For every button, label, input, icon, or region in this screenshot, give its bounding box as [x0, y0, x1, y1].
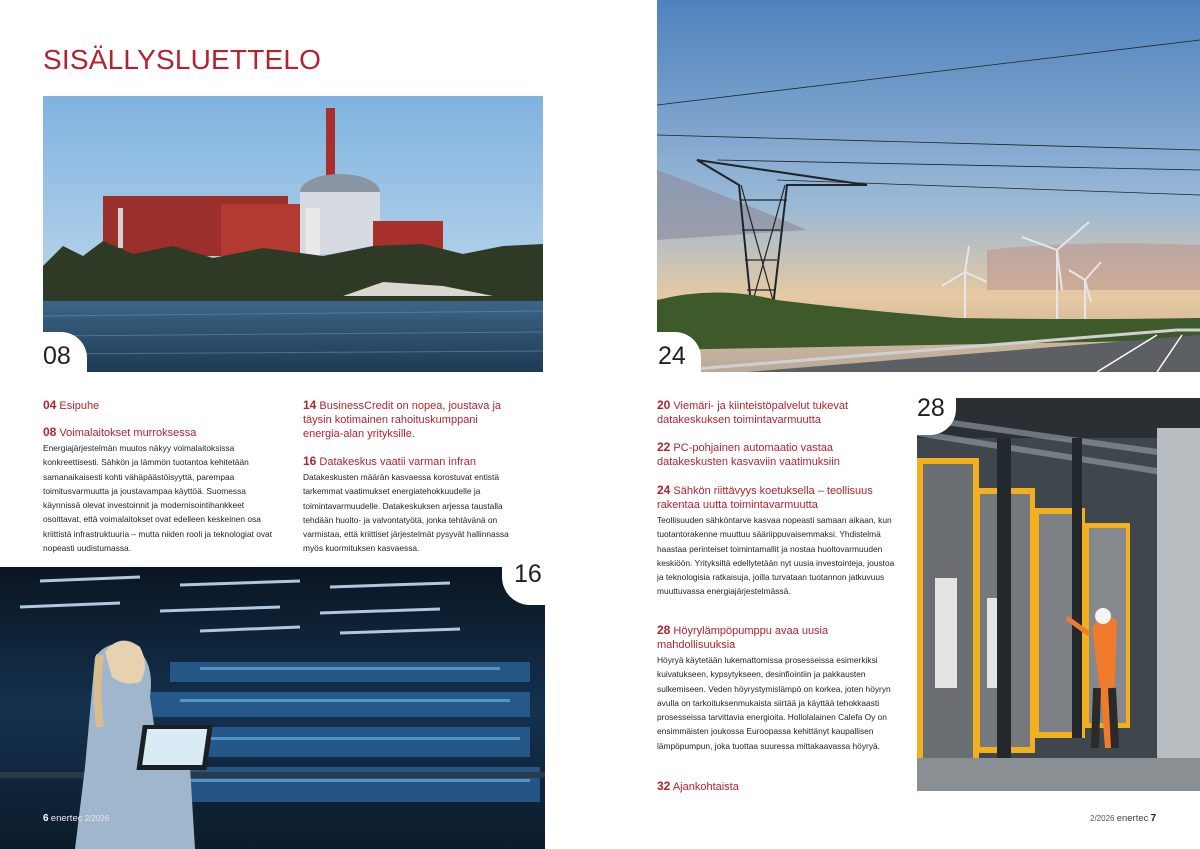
folio-right	[1090, 813, 1156, 824]
toc-entry-heading	[43, 398, 281, 413]
toc-entry-heading	[657, 623, 897, 652]
toc-entry-heading	[303, 454, 523, 469]
page-title: SISÄLLYSLUETTELO	[43, 44, 322, 75]
toc-entry-summary: Höyryä käytetään lukemattomissa prosesseissa esimerkiksi kuivatukseen, kypsytykseen, desinfiointiin ja pakkausten sulkemiseen. Veden höyrystymislämpö on korkea, joten höyryn avulla on tarkoituksenmukaista siirtää ja käyttää tehokkaasti prosesseissa tarvittavia energioita. Hollolalainen Calefa Oy on ensimmäisten joukossa Euroopassa kehittänyt kaupallisen lämpöpumpun, joka tuottaa suuressa mittakaavassa höyryä.	[657, 655, 891, 751]
toc-entry-summary: Teollisuuden sähköntarve kasvaa nopeasti samaan aikaan, kun tuotantorakenne muuttuu sääriippuvaisemmaksi. Yhdistelmä haastaa perinteiset toimintamallit ja nostaa huoltovarmuuden keskiöön. Yrityksiltä edellytetään nyt uusia investointeja, joustoa ja teknologisia ratkaisuja, joilla turvataan tuotannon jatkuvuus muuttuvassa energiajärjestelmässä.	[657, 515, 895, 597]
photo-page-badge-28: 28	[912, 393, 956, 435]
toc-entry-title: BusinessCredit on nopea, joustava ja täysin kotimainen rahoituskumppani energia-alan yrityksille.	[303, 400, 502, 440]
toc-entry-20[interactable]	[657, 398, 872, 427]
toc-entry-08[interactable]	[43, 425, 281, 555]
toc-entry-title: Datakeskus vaatii varman infran	[319, 456, 476, 468]
toc-entry-heading	[657, 483, 897, 512]
toc-entry-heading	[657, 398, 872, 427]
heat-pump-photo	[917, 398, 1200, 791]
toc-page-number: 04	[43, 398, 57, 412]
toc-entry-heading	[657, 440, 897, 469]
toc-entry-heading	[657, 779, 897, 794]
toc-entry-title: Sähkön riittävyys koetuksella – teollisuus rakentaa uutta toimintavarmuutta	[657, 485, 873, 511]
toc-entry-22[interactable]	[657, 440, 897, 469]
folio-brand: enertec	[50, 813, 83, 824]
toc-page-number: 32	[657, 779, 671, 793]
folio-issue: 2/2026	[1090, 814, 1115, 823]
toc-entry-28[interactable]	[657, 623, 897, 753]
toc-entry-title: Esipuhe	[59, 400, 100, 412]
toc-page-number: 08	[43, 425, 57, 439]
toc-entry-title: Ajankohtaista	[672, 781, 739, 793]
toc-page-number: 28	[657, 623, 671, 637]
toc-entry-16[interactable]	[303, 454, 523, 556]
toc-entry-32[interactable]	[657, 779, 897, 794]
toc-entry-14[interactable]	[303, 398, 513, 441]
toc-page-number: 16	[303, 454, 317, 468]
toc-page-number: 14	[303, 398, 317, 412]
power-pylon-photo	[657, 0, 1200, 372]
toc-entry-title: PC-pohjainen automaatio vastaa datakeskusten kasvaviin vaatimuksiin	[657, 442, 840, 468]
toc-entry-heading	[303, 398, 513, 441]
toc-entry-heading	[43, 425, 281, 440]
toc-entry-title: Höyrylämpöpumppu avaa uusia mahdollisuuksia	[657, 625, 829, 651]
folio-page-number: 7	[1150, 813, 1157, 824]
toc-page-number: 22	[657, 440, 671, 454]
photo-page-badge-16: 16	[502, 555, 547, 605]
photo-page-badge-08: 08	[43, 332, 87, 372]
toc-entry-title: Viemäri- ja kiinteistöpalvelut tukevat datakeskuksen toimintavarmuutta	[657, 400, 849, 426]
folio-left	[43, 813, 109, 824]
nuclear-plant-photo	[43, 96, 543, 372]
folio-page-number: 6	[43, 813, 49, 824]
toc-entry-24[interactable]	[657, 483, 897, 599]
folio-issue: 2/2026	[84, 814, 110, 823]
photo-page-badge-24: 24	[657, 332, 701, 372]
toc-entry-summary: Energiajärjestelmän muutos näkyy voimalaitoksissa konkreettisesti. Sähkön ja lämmön tuotantoa kehitetään samanaikaisesti kohti vähäpäästöisyyttä, parempaa toimitusvarmuutta ja joustavampaa käyttöä. Suomessa käynnissä olevat investoinnit ja modernisointihankkeet osoittavat, että voimalaitokset ovat edelleen keskeinen osa kriittistä infrastruktuuria – mutta niiden rooli ja teknologiat ovat nopeasti uudistumassa.	[43, 443, 273, 554]
folio-brand: enertec	[1116, 813, 1149, 824]
toc-entry-summary: Datakeskusten määrän kasvaessa korostuvat entistä tarkemmat vaatimukset energiatehokkuudelle ja toimintavarmuudelle. Datakeskuksen arjessa taustalla tehdään huolto- ja valvontatyötä, jonka tehtävänä on varmistaa, että kriittiset järjestelmät pysyvät hallinnassa myös kuormituksen kasvaessa.	[303, 472, 509, 554]
toc-page-number: 20	[657, 398, 671, 412]
data-center-photo	[0, 567, 545, 849]
toc-entry-title: Voimalaitokset murroksessa	[59, 427, 197, 439]
toc-entry-04[interactable]	[43, 398, 281, 413]
toc-page-number: 24	[657, 483, 671, 497]
